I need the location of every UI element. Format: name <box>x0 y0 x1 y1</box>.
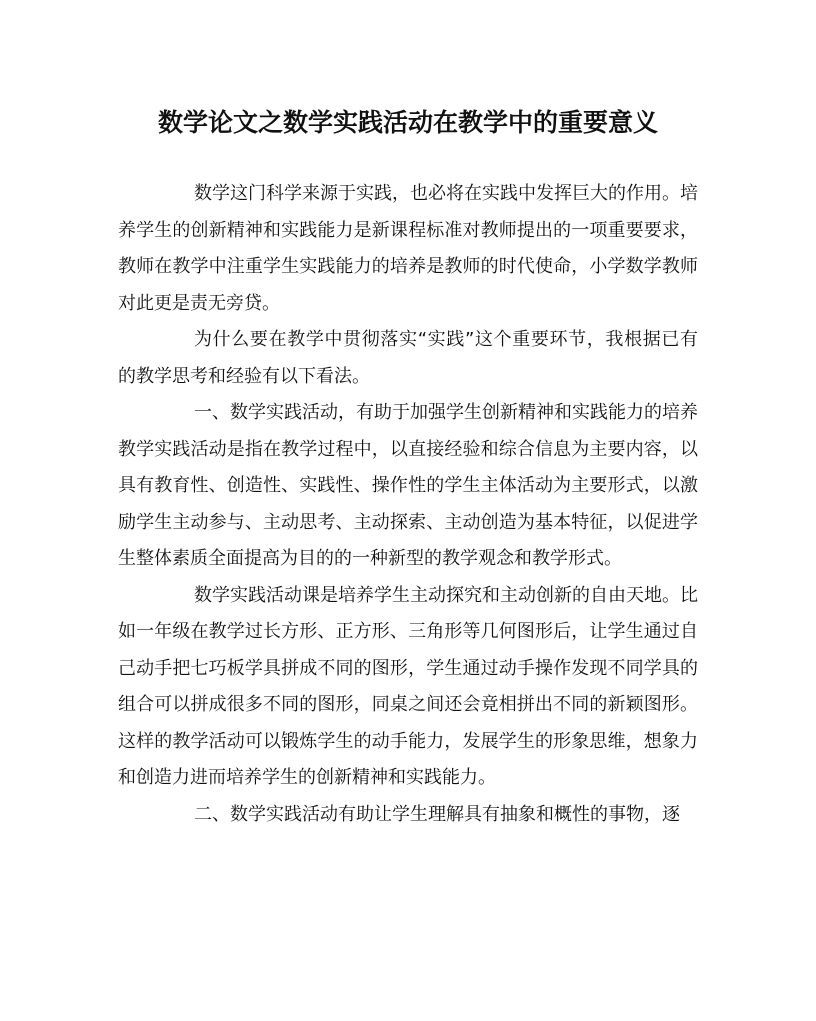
paragraph-5: 二、数学实践活动有助让学生理解具有抽象和概性的事物，逐 <box>194 803 680 825</box>
document-title: 数学论文之数学实践活动在教学中的重要意义 <box>157 108 658 137</box>
paragraph-4: 数学实践活动课是培养学生主动探究和主动创新的自由天地。比如一年级在教学过长方形、正方形、三角形等几何图形后，让学生通过自己动手把七巧板学具拼成不同的图形，学生通过动手操作发现不同学具的组合可以拼成很多不同的图形，同桌之间还会竟相拼出不同的新颖图形。这样的教学活动可以锻炼学生的动手能力，发展学生的形象思维，想象力和创造力进而培养学生的创新精神和实践能力。 <box>118 584 698 788</box>
paragraph-3: 一、数学实践活动，有助于加强学生创新精神和实践能力的培养教学实践活动是指在教学过程中，以直接经验和综合信息为主要内容，以具有教育性、创造性、实践性、操作性的学生主体活动为主要形式，以激励学生主动参与、主动思考、主动探索、主动创造为基本特征，以促进学生整体素质全面提高为目的的一种新型的教学观念和教学形式。 <box>118 402 698 569</box>
paragraph-1: 数学这门科学来源于实践，也必将在实践中发挥巨大的作用。培养学生的创新精神和实践能力是新课程标准对教师提出的一项重要要求，教师在教学中注重学生实践能力的培养是教师的时代使命，小学数学教师对此更是责无旁贷。 <box>118 183 698 314</box>
document-body <box>118 176 698 833</box>
paragraph-2: 为什么要在教学中贯彻落实“实践”这个重要环节，我根据已有的教学思考和经验有以下看法。 <box>118 329 698 387</box>
